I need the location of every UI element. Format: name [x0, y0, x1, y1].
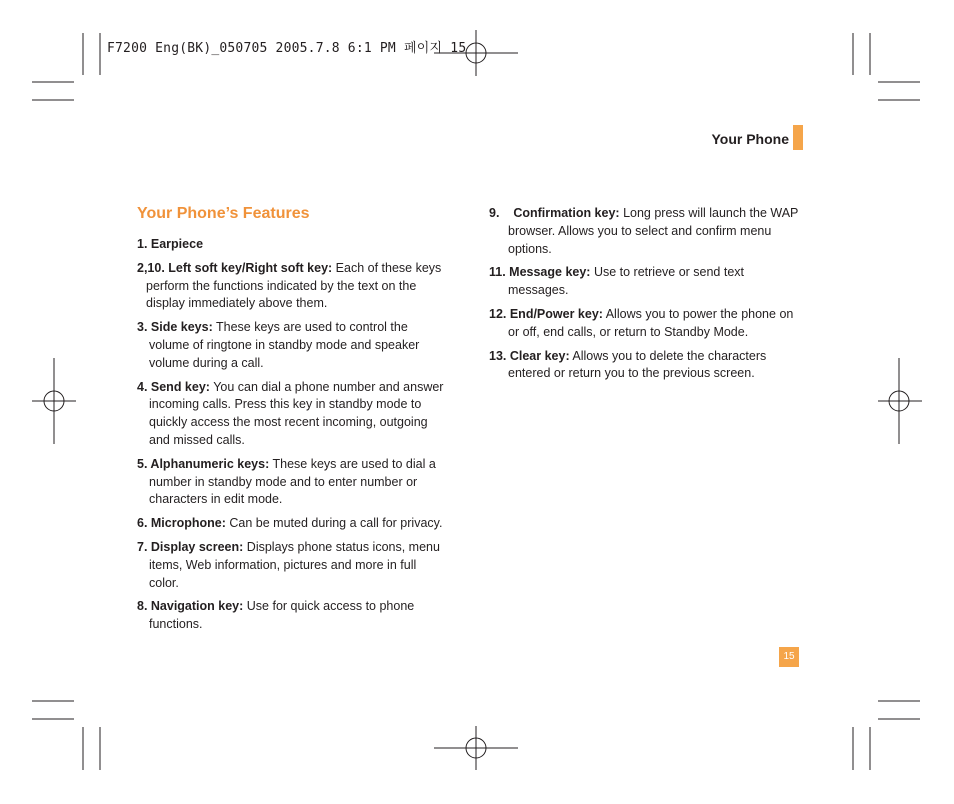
- item-term: 5. Alphanumeric keys:: [137, 456, 270, 471]
- section-title: Your Phone’s Features: [137, 205, 310, 222]
- item-term: 3. Side keys:: [137, 320, 213, 335]
- item-term: 7. Display screen:: [137, 539, 244, 554]
- item-desc: Long press will launch the WAP browser. Allows you to select and confirm menu options.: [508, 206, 799, 256]
- list-item: [137, 260, 447, 313]
- list-item: [489, 205, 799, 258]
- item-term: 13. Clear key:: [489, 348, 570, 363]
- item-term: 11. Message key:: [489, 265, 591, 280]
- item-desc: Each of these keys perform the functions indicated by the text on the display immediately above them.: [146, 260, 442, 311]
- list-item: [137, 319, 447, 372]
- list-item: [137, 515, 447, 533]
- item-term: 6. Microphone:: [137, 516, 226, 531]
- item-desc: Allows you to power the phone on or off, end calls, or return to Standby Mode.: [508, 306, 794, 339]
- right-column: [489, 205, 799, 389]
- list-item: [137, 379, 447, 450]
- list-item: [137, 539, 447, 592]
- list-item: [489, 306, 799, 342]
- page-number: 15: [779, 647, 799, 667]
- item-term: 2,10. Left soft key/Right soft key:: [137, 260, 333, 275]
- item-term: 8. Navigation key:: [137, 599, 244, 614]
- item-desc: Displays phone status icons, menu items, Web information, pictures and more in full color.: [149, 539, 440, 590]
- item-desc: Can be muted during a call for privacy.: [225, 516, 443, 531]
- list-item: [137, 236, 447, 254]
- item-desc: Use for quick access to phone functions.: [149, 599, 415, 632]
- header-label: Your Phone: [711, 131, 789, 147]
- list-item: [489, 348, 799, 384]
- print-slug: F7200 Eng(BK)_050705 2005.7.8 6:1 PM 페이지 15: [107, 41, 467, 56]
- item-desc: These keys are used to dial a number in standby mode and to enter number or characters in edit mode.: [149, 456, 436, 507]
- item-term: 4. Send key:: [137, 379, 210, 394]
- header-tab: [793, 125, 803, 150]
- item-term: 1. Earpiece: [137, 237, 204, 251]
- item-desc: Allows you to delete the characters entered or return you to the previous screen.: [508, 348, 767, 381]
- list-item: [489, 264, 799, 300]
- item-term: 12. End/Power key:: [489, 306, 603, 321]
- list-item: [137, 598, 447, 634]
- item-desc: Use to retrieve or send text messages.: [508, 265, 745, 298]
- item-desc: You can dial a phone number and answer incoming calls. Press this key in standby mode to quickly access the most recent incoming, outgoing and missed calls.: [149, 379, 444, 447]
- item-desc: These keys are used to control the volume of ringtone in standby mode and speaker volume during a call.: [149, 320, 420, 370]
- item-term: 9. Confirmation key:: [489, 206, 620, 220]
- list-item: [137, 456, 447, 509]
- left-column: [137, 236, 447, 640]
